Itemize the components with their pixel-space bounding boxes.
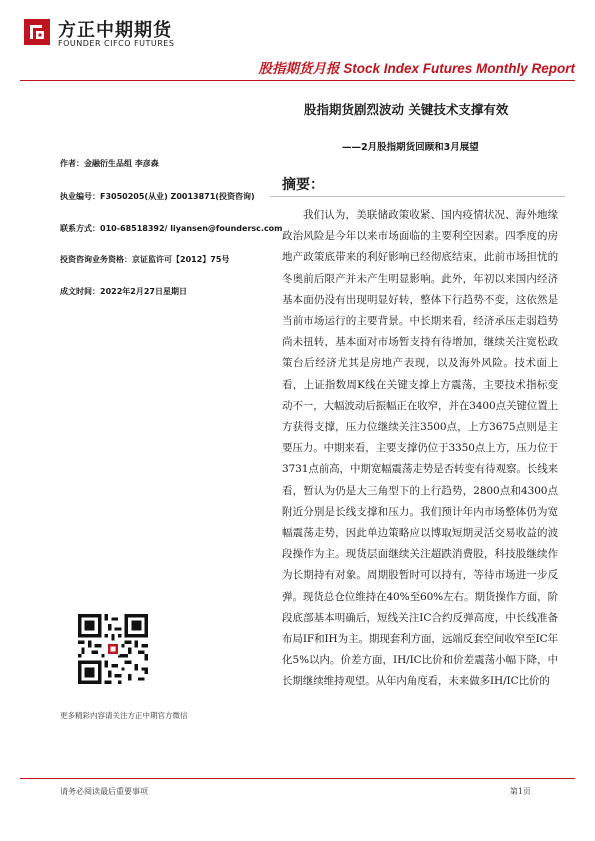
wechat-qr-code-icon (78, 614, 148, 684)
contact-info: 联系方式：010-68518392/ liyansen@foundersc.com (60, 224, 283, 233)
summary-heading: 摘要： (282, 177, 324, 193)
page-title: 股指期货剧烈波动 关键技术支撑有效 (304, 102, 509, 117)
header-divider (20, 80, 575, 81)
written-date: 成文时间：2022年2月27日星期日 (60, 287, 187, 296)
logo-chinese-name: 方正中期期货 (58, 20, 172, 41)
disclaimer-notice: 请务必阅读最后重要事项 (60, 787, 148, 796)
summary-divider (270, 196, 565, 197)
qr-caption: 更多精彩内容请关注方正中期官方微信 (60, 711, 188, 720)
page-subtitle: ——2月股指期货回顾和3月展望 (342, 142, 479, 153)
qualification-info: 投资咨询业务资格：京证监许可【2012】75号 (60, 255, 230, 264)
author-info: 作者：金融衍生品组 李彦森 (60, 159, 159, 168)
company-logo (24, 16, 194, 56)
footer-divider (20, 778, 575, 779)
logo-english-name: FOUNDER CIFCO FUTURES (58, 39, 175, 48)
license-number: 执业编号：F3050205(从业) Z0013871(投资咨询) (60, 192, 255, 201)
summary-body: 我们认为，美联储政策收紧、国内疫情状况、海外地缘政治风险是今年以来市场面临的主要利空因素。四季度的房地产政策底带来的利好影响已经彻底结束，此前市场担忧的冬奥前后限产并未产生明显影响。此外，年初以来国内经济基本面仍没有出现明显好转，整体下行趋势不变，这依然是当前市场运行的主要背景。中长期来看，经济承压走弱趋势尚未扭转，基本面对市场暂支持有待增加，继续关注宽松政策台后经济尤其是房地产表现，以及海外风险。技术面上看，上证指数周K线在关键支撑上方震荡，主要技术指标变动不一，大幅波动后振幅正在收窄，并在3400点关键位置上方获得支撑，压力位继续关注3500点，上方3675点则是主要压力。中期来看，主要支撑仍位于3350点上方，压力位于3731点前高，中期宽幅震荡走势是否转变有待观察。长线来看，暂认为仍是大三角型下的上行趋势，2800点和4300点附近分别是长线支撑和压力。我们预计年内市场整体仍为宽幅震荡走势，因此单边策略应以博取短期灵活交易收益的波段操作为主。现货层面继续关注超跌消费股，科技股继续作为长期持有对象。周期股暂时可以持有，等待市场进一步反弹。现货总仓位维持在40%至60%左右。期货操作方面，阶段底部基本明确后，短线关注IC合约反弹高度，中长线准备布局IF和IH为主。期现套利方面，远端反套空间收窄至IC年化5%以内。价差方面，IH/IC比价和价差震荡小幅下降，中长期继续维持观望。从年内角度看，未来做多IH/IC比价的 (282, 209, 558, 688)
founder-logo-icon (24, 19, 50, 45)
report-series-title: 股指期货月报 Stock Index Futures Monthly Report (258, 61, 575, 76)
page-number: 第1页 (509, 787, 531, 796)
